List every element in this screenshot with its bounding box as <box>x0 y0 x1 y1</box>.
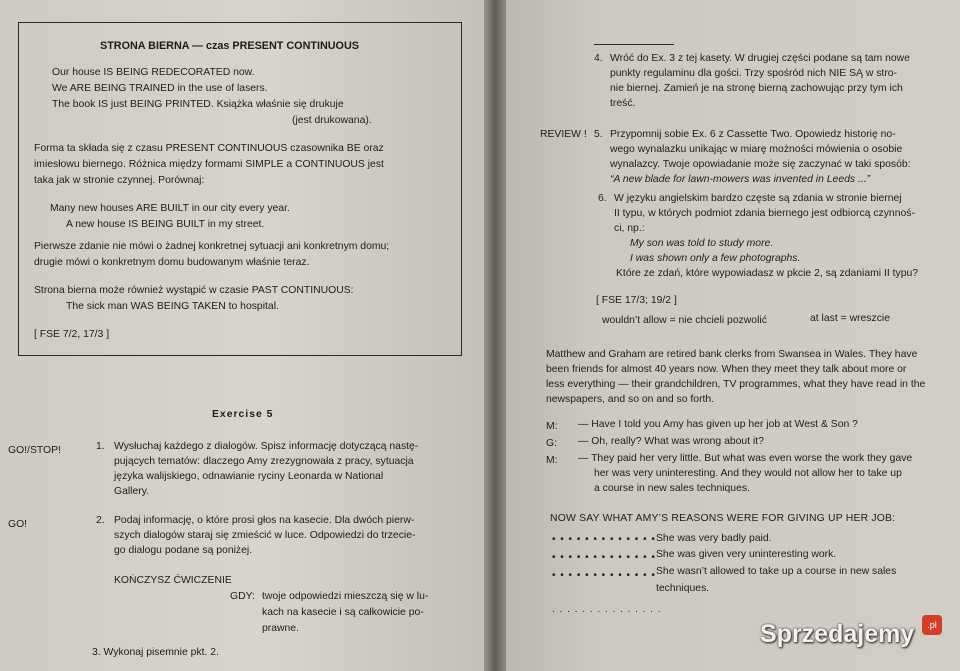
example-line: (jest drukowana). <box>292 115 372 126</box>
item-line: W języku angielskim bardzo częste są zdania w stronie biernej <box>614 193 902 204</box>
item-three: 3. Wykonaj pisemnie pkt. 2. <box>92 647 219 658</box>
watermark-logo: Sprzedajemy <box>760 620 915 648</box>
item-line: go dialogu podane są poniżej. <box>114 545 253 556</box>
item-number: 1. <box>96 441 105 452</box>
item-line: Przypomnij sobie Ex. 6 z Cassette Two. Opowiedz historię no- <box>610 129 896 140</box>
example-sentence: My son was told to study more. <box>630 238 774 249</box>
story-line: newspapers, and so on and so forth. <box>546 394 715 405</box>
paragraph-line: imiesłowu biernego. Różnica między formami SIMPLE a CONTINUOUS jest <box>34 159 384 170</box>
reason-line: She was given very uninteresting work. <box>656 549 837 560</box>
story-line: less everything — their grandchildren, TV programmes, what they have read in the <box>546 379 926 390</box>
finish-label: KOŃCZYSZ ĆWICZENIE <box>114 575 232 586</box>
box-title: STRONA BIERNA — czas PRESENT CONTINUOUS <box>100 40 359 52</box>
item-line: wego wynalazku unikając w miarę możności mówienia o osobie <box>610 144 903 155</box>
margin-note: GO! <box>8 519 28 530</box>
item-line: szych dialogów staraj się zmieścić w luce. Odpowiedzi do trzecie- <box>114 530 416 541</box>
answer-gap: • • • • • • • • • • • • • <box>552 570 656 581</box>
item-number: 2. <box>96 515 105 526</box>
margin-note: REVIEW ! <box>540 129 587 140</box>
box-reference: [ FSE 7/2, 17/3 ] <box>34 329 110 340</box>
past-example: The sick man WAS BEING TAKEN to hospital. <box>66 301 279 312</box>
item-number: 4. <box>594 53 603 64</box>
item-line: Gallery. <box>114 486 150 497</box>
reason-line: She was very badly paid. <box>656 533 772 544</box>
item-line: Wróć do Ex. 3 z tej kasety. W drugiej części podane są tam nowe <box>610 53 910 64</box>
dialogue-line: a course in new sales techniques. <box>594 483 750 494</box>
right-page <box>506 0 960 671</box>
paragraph-line: Pierwsze zdanie nie mówi o żadnej konkretnej sytuacji ani konkretnym domu; <box>34 241 390 252</box>
gdy-label: GDY: <box>230 591 255 602</box>
paragraph-line: taka jak w stronie czynnej. Porównaj: <box>34 175 205 186</box>
dialogue-line: — They paid her very little. But what was even worse the work they gave <box>578 453 913 464</box>
dialogue-speaker: M: <box>546 421 558 432</box>
paragraph-line: drugie mówi o konkretnym domu budowanym właśnie teraz. <box>34 257 310 268</box>
book-gutter <box>484 0 506 671</box>
story-line: Matthew and Graham are retired bank clerks from Swansea in Wales. They have <box>546 349 918 360</box>
dialogue-line: — Oh, really? What was wrong about it? <box>578 436 764 447</box>
example-sentence: I was shown only a few photographs. <box>630 253 801 264</box>
item-line: nie biernej. Zamień je na stronę bierną zachowując przy tym ich <box>610 83 903 94</box>
task-title: NOW SAY WHAT AMY’S REASONS WERE FOR GIVING UP HER JOB: <box>550 513 896 524</box>
paragraph-line: Forma ta składa się z czasu PRESENT CONTINUOUS czasownika BE oraz <box>34 143 384 154</box>
item-number: 5. <box>594 129 603 140</box>
item-line: Podaj informację, o które prosi głos na kasecie. Dla dwóch pierw- <box>114 515 415 526</box>
exercise-title: Exercise 5 <box>212 409 274 420</box>
item-line: Wysłuchaj każdego z dialogów. Spisz informację dotyczącą nastę- <box>114 441 419 452</box>
paragraph-line: Strona bierna może również wystąpić w czasie PAST CONTINUOUS: <box>34 285 354 296</box>
watermark-badge: .pl <box>922 615 942 635</box>
example-line: We ARE BEING TRAINED in the use of lasers. <box>52 83 268 94</box>
gdy-line: twoje odpowiedzi mieszczą się w lu- <box>262 591 429 602</box>
example-line: Our house IS BEING REDECORATED now. <box>52 67 255 78</box>
top-rule <box>594 44 674 45</box>
answer-gap: • • • • • • • • • • • • • <box>552 552 656 563</box>
dialogue-speaker: G: <box>546 438 557 449</box>
compare-line: A new house IS BEING BUILT in my street. <box>66 219 265 230</box>
item-line: II typu, w których podmiot zdania biernego jest odbiorcą czynnoś- <box>614 208 915 219</box>
dialogue-line: her was very uninteresting. And they would not allow her to take up <box>594 468 902 479</box>
item-quote: “A new blade for lawn-mowers was invented in Leeds ...” <box>610 174 871 185</box>
item-line: punkty regulaminu dla gości. Trzy spośród nich NIE SĄ w stro- <box>610 68 898 79</box>
item-line: ci, np.: <box>614 223 645 234</box>
dialogue-speaker: M: <box>546 455 558 466</box>
reference: [ FSE 17/3; 19/2 ] <box>596 295 677 306</box>
item-line: pujących tematów: dlaczego Amy zrezygnowała z pracy, sytuacja <box>114 456 414 467</box>
answer-gap: . . . . . . . . . . . . . . . <box>552 604 662 615</box>
vocab-item: wouldn’t allow = nie chcieli pozwolić <box>602 315 767 326</box>
story-line: been friends for almost 40 years now. When they meet they talk about more or <box>546 364 907 375</box>
item-question: Które ze zdań, które wypowiadasz w pkcie 2, są zdaniami II typu? <box>616 268 919 279</box>
item-line: języka walijskiego, odnawianie ryciny Leonarda w National <box>114 471 384 482</box>
compare-line: Many new houses ARE BUILT in our city every year. <box>50 203 290 214</box>
margin-note: GO!/STOP! <box>8 445 61 456</box>
reason-line: techniques. <box>656 583 710 594</box>
item-line: wynalazcy. Twoje opowiadanie może się zaczynać w taki sposób: <box>610 159 911 170</box>
reason-line: She wasn’t allowed to take up a course in new sales <box>656 566 897 577</box>
example-line: The book IS just BEING PRINTED. Książka właśnie się drukuje <box>52 99 344 110</box>
gdy-line: kach na kasecie i są całkowicie po- <box>262 607 424 618</box>
gdy-line: prawne. <box>262 623 299 634</box>
answer-gap: • • • • • • • • • • • • • <box>552 534 656 545</box>
vocab-item: at last = wreszcie <box>810 313 890 324</box>
item-line: treść. <box>610 98 636 109</box>
item-number: 6. <box>598 193 607 204</box>
dialogue-line: — Have I told you Amy has given up her job at West & Son ? <box>578 419 858 430</box>
